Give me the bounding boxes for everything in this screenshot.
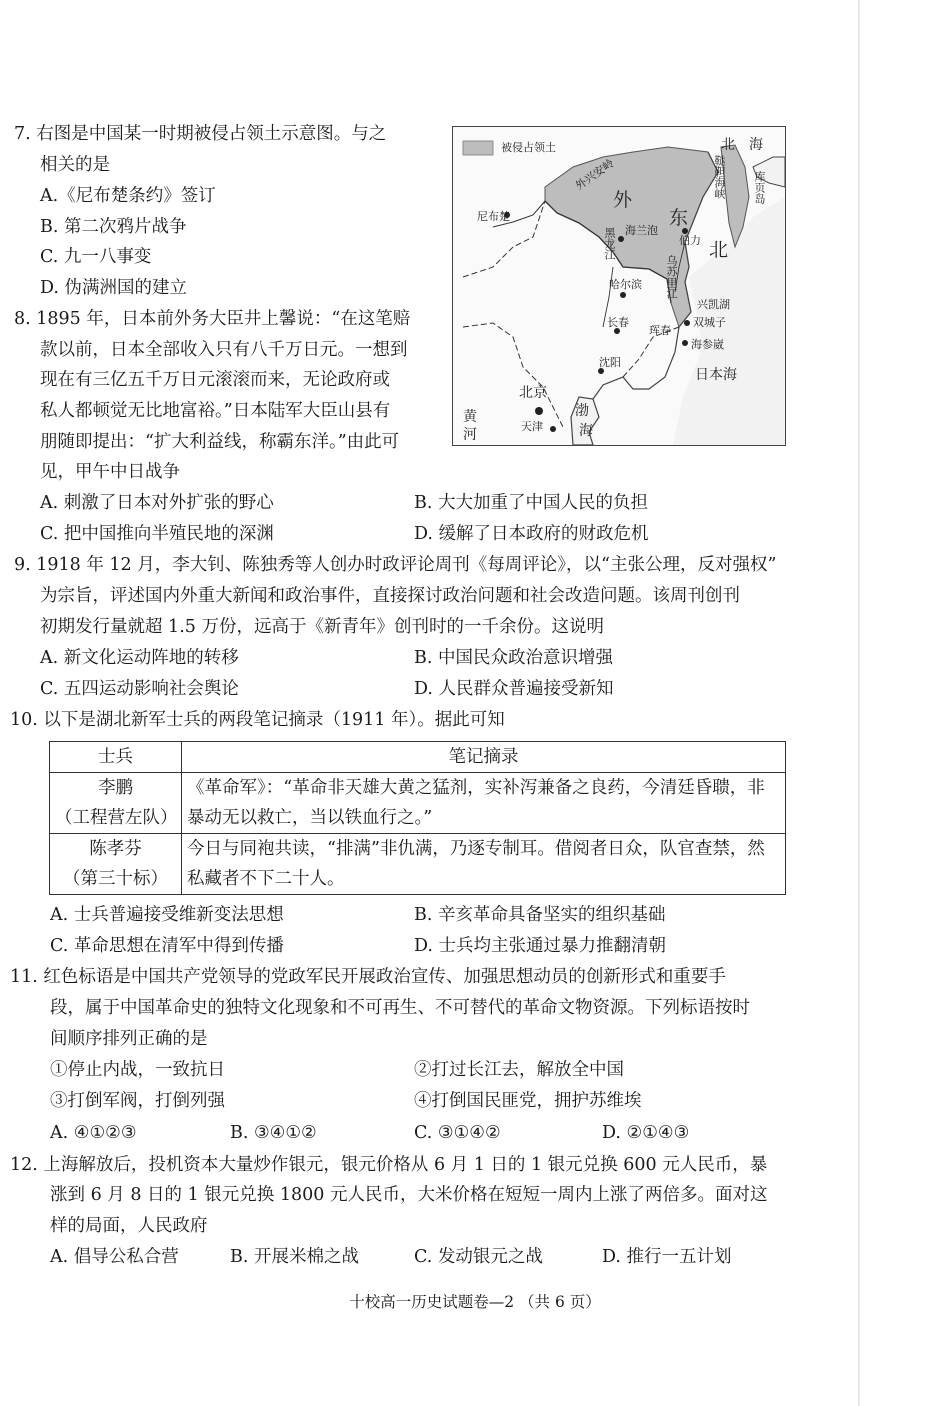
occupied-territory-map (452, 126, 786, 446)
q7-option-c[interactable]: C. 九一八事变 (40, 247, 152, 267)
q11-option-d[interactable]: D. ②①④③ (602, 1123, 690, 1143)
q9-option-a[interactable]: A. 新文化运动阵地的转移 (40, 648, 239, 668)
map-label-nerchinsk: 尼布楚 (477, 210, 510, 223)
map-label-tianjin: 天津 (521, 420, 543, 433)
soldier-name: 李鹏 (98, 778, 133, 798)
q10-stem: 10. 以下是湖北新军士兵的两段笔记摘录（1911 年）。据此可知 (10, 710, 505, 730)
soldier-unit: （工程营左队） (55, 808, 178, 828)
q7-option-a[interactable]: A.《尼布楚条约》签订 (40, 186, 216, 206)
q9-option-d[interactable]: D. 人民群众普遍接受新知 (414, 679, 614, 699)
map-label-beijing: 北京 (519, 385, 547, 401)
q11-stem-line2: 段，属于中国革命史的独特文化现象和不可再生、不可替代的革命文物资源。下列标语按时 (50, 998, 750, 1018)
q8-option-d[interactable]: D. 缓解了日本政府的财政危机 (414, 524, 649, 544)
q8-stem-line6: 见，甲午中日战争 (40, 462, 180, 482)
map-label-heilongjiang: 黑龙江 (603, 227, 616, 260)
q10-option-d[interactable]: D. 士兵均主张通过暴力推翻清朝 (414, 936, 667, 956)
q9-stem-line3: 初期发行量就超 1.5 万份，远高于《新青年》创刊时的一千余份。这说明 (40, 617, 604, 637)
soldier-cell (50, 773, 182, 834)
q11-option-c[interactable]: C. ③①④② (414, 1123, 501, 1143)
q11-option-a[interactable]: A. ④①②③ (50, 1123, 137, 1143)
map-label-huang: 黄 (463, 409, 477, 425)
map-label-harbin: 哈尔滨 (609, 278, 642, 291)
q12-stem-line1: 12. 上海解放后，投机资本大量炒作银元，银元价格从 6 月 1 日的 1 银元兑换 600 元人民币，暴 (10, 1155, 768, 1175)
q11-stem-line3: 间顺序排列正确的是 (50, 1029, 208, 1049)
page-footer: 十校高一历史试题卷—2 （共 6 页） (349, 1293, 601, 1311)
q10-option-c[interactable]: C. 革命思想在清军中得到传播 (50, 936, 284, 956)
soldier-unit: （第三十标） (63, 869, 168, 889)
map-label-hunchun: 珲春 (649, 324, 671, 337)
q8-stem-line3: 现在有三亿五千万日元滚滚而来，无论政府或 (40, 370, 390, 390)
q10-option-b[interactable]: B. 辛亥革命具备坚实的组织基础 (414, 905, 666, 925)
q8-stem-line2: 款以前，日本全部收入只有八千万日元。一想到 (40, 340, 408, 360)
map-label-changchun: 长春 (607, 316, 629, 329)
map-label-bohai-1: 渤 (575, 403, 589, 419)
soldier-cell (50, 834, 182, 895)
map-label-north-sea: 北 海 (721, 137, 763, 153)
map-label-haishenwai: 海参崴 (691, 338, 724, 351)
q8-option-c[interactable]: C. 把中国推向半殖民地的深渊 (40, 524, 274, 544)
table-header-soldier: 士兵 (50, 742, 182, 773)
q9-stem-line2: 为宗旨，评述国内外重大新闻和政治事件，直接探讨政治问题和社会改造问题。该周刊创刊 (40, 586, 740, 606)
table-row (50, 773, 786, 834)
q11-slogan-1: ①停止内战，一致抗日 (50, 1060, 225, 1080)
city-dot-haishenwai (682, 340, 688, 346)
map-label-strait: 鞑靼海峡 (713, 155, 726, 199)
map-label-sea-japan: 日本海 (695, 367, 737, 383)
table-row (50, 834, 786, 895)
legend-swatch (463, 141, 493, 155)
q9-option-c[interactable]: C. 五四运动影响社会舆论 (40, 679, 239, 699)
map-label-xingkai: 兴凯湖 (697, 298, 730, 311)
q8-option-b[interactable]: B. 大大加重了中国人民的负担 (414, 493, 648, 513)
page-edge-shadow (858, 0, 860, 1406)
soldier-notes-table (49, 741, 786, 895)
q11-slogan-4: ④打倒国民匪党，拥护苏维埃 (414, 1091, 642, 1111)
map-label-wai: 外 (613, 189, 633, 211)
map-label-he: 河 (463, 427, 477, 443)
map-label-kuye: 库页岛 (753, 171, 766, 204)
q10-option-a[interactable]: A. 士兵普遍接受维新变法思想 (50, 905, 284, 925)
q12-stem-line3: 样的局面，人民政府 (50, 1216, 208, 1236)
q7-stem-line1: 7. 右图是中国某一时期被侵占领土示意图。与之 (14, 124, 387, 144)
q12-option-d[interactable]: D. 推行一五计划 (602, 1247, 732, 1267)
map-label-hailanpao: 海兰泡 (625, 224, 658, 237)
q11-slogan-3: ③打倒军阀，打倒列强 (50, 1091, 225, 1111)
q7-stem-line2: 相关的是 (40, 155, 110, 175)
q7-option-b[interactable]: B. 第二次鸦片战争 (40, 217, 187, 237)
q12-stem-line2: 涨到 6 月 8 日的 1 银元兑换 1800 元人民币，大米价格在短短一周内上涨了两倍多。面对这 (50, 1185, 768, 1205)
city-dot-hailanpao (618, 236, 624, 242)
q9-stem-line1: 9. 1918 年 12 月，李大钊、陈独秀等人创办时政评论周刊《每周评论》，以“主张公理，反对强权” (14, 555, 777, 575)
q12-option-b[interactable]: B. 开展米棉之战 (230, 1247, 359, 1267)
city-dot-harbin (620, 292, 626, 298)
q11-option-b[interactable]: B. ③④①② (230, 1123, 317, 1143)
q9-option-b[interactable]: B. 中国民众政治意识增强 (414, 648, 613, 668)
city-dot-beijing (535, 407, 543, 415)
q8-option-a[interactable]: A. 刺激了日本对外扩张的野心 (40, 493, 274, 513)
map-label-shuangchengzi: 双城子 (693, 316, 726, 329)
map-label-shenyang: 沈阳 (599, 356, 621, 369)
q8-stem-line1: 8. 1895 年，日本前外务大臣井上馨说：“在这笔赔 (14, 309, 411, 329)
q11-stem-line1: 11. 红色标语是中国共产党领导的党政军民开展政治宣传、加强思想动员的创新形式和重要手 (10, 967, 726, 987)
q7-option-d[interactable]: D. 伪满洲国的建立 (40, 278, 188, 298)
map-legend-label: 被侵占领土 (501, 141, 556, 154)
map-label-bei: 北 (709, 239, 729, 261)
note-cell: 《革命军》：“革命非天雄大黄之猛剂，实补泻兼备之良药，今清廷昏聩，非暴动无以救亡，当以铁血行之。” (182, 773, 786, 834)
table-header-row (50, 742, 786, 773)
map-label-wusuli: 乌苏里江 (665, 255, 678, 299)
map-label-dong: 东 (669, 207, 689, 229)
city-dot-tianjin (550, 426, 556, 432)
q12-option-c[interactable]: C. 发动银元之战 (414, 1247, 543, 1267)
map-label-boli: 伯力 (679, 234, 701, 247)
note-cell: 今日与同袍共读，“排满”非仇满，乃逐专制耳。借阅者日众，队官查禁，然私藏者不下二十人。 (182, 834, 786, 895)
city-dot-shuangchengzi (684, 320, 690, 326)
q11-slogan-2: ②打过长江去，解放全中国 (414, 1060, 624, 1080)
table-header-notes: 笔记摘录 (182, 742, 786, 773)
q12-option-a[interactable]: A. 倡导公私合营 (50, 1247, 179, 1267)
q8-stem-line4: 私人都顿觉无比地富裕。”日本陆军大臣山县有 (40, 401, 391, 421)
q8-stem-line5: 朋随即提出：“扩大利益线，称霸东洋。”由此可 (40, 432, 400, 452)
map-label-waixingan: 外兴安岭 (572, 156, 617, 193)
soldier-name: 陈孝芬 (89, 839, 142, 859)
map-label-bohai-2: 海 (579, 423, 593, 439)
